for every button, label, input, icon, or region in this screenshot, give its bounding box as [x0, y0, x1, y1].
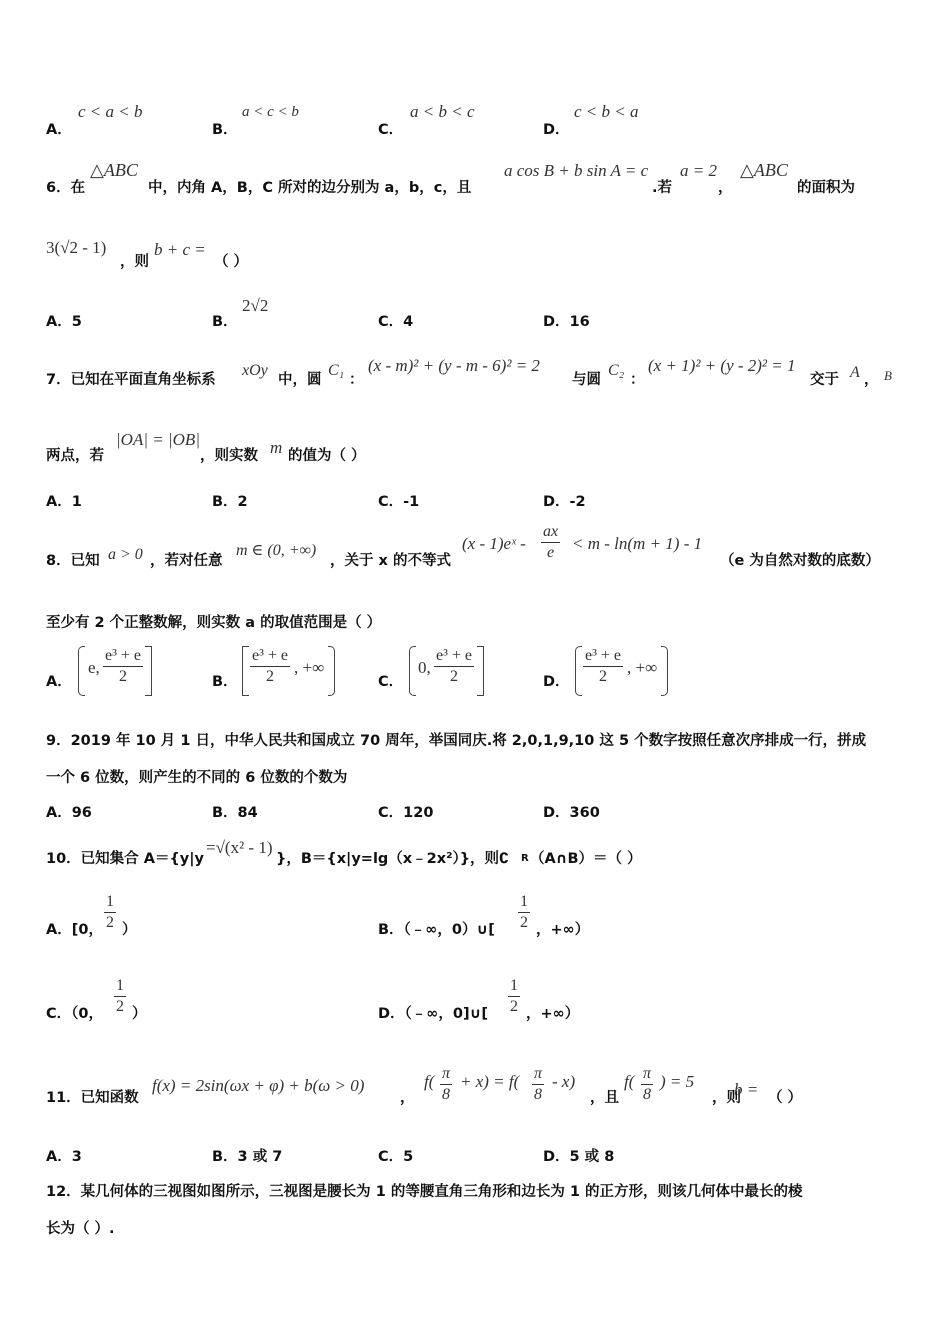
q11-f2-fraction [641, 1064, 653, 1105]
q8-option-a-pre: e, [88, 658, 100, 677]
q6-paren: （ ） [214, 254, 249, 270]
q8-frac-denominator: e [547, 544, 555, 561]
q6-option-c: C．4 [378, 314, 414, 330]
q8-inequality-left: (x - 1)eˣ - [462, 534, 526, 553]
q7-c1: C₁ [328, 362, 345, 379]
q10-option-c-numerator: 1 [114, 976, 126, 997]
q7-text-3: 交于 [810, 372, 839, 388]
q8-option-d-close-paren [661, 646, 668, 696]
q8-inequality-right: < m - ln(m + 1) - 1 [572, 534, 703, 553]
q8-option-b-fraction [250, 646, 290, 687]
q6-number: 6．在 [46, 180, 86, 196]
q8-option-b-open-bracket [242, 646, 249, 696]
q7-colon-2: ： [630, 372, 645, 388]
q9-option-c: C．120 [378, 805, 434, 821]
q10-text-2: }，B＝{x|y=lg（x﹣2x²）}，则∁ [276, 851, 510, 867]
q5-option-a-expr: c < a < b [78, 102, 143, 121]
q10-option-b-numerator: 1 [518, 892, 530, 913]
q5-option-c-label: C． [378, 122, 404, 138]
q11-f1-mid: + x) = f( [460, 1072, 520, 1091]
q11-comma: ， [400, 1090, 415, 1106]
q5-option-d-label: D． [543, 122, 570, 138]
q11-option-c: C．5 [378, 1149, 414, 1165]
q8-option-a-close-bracket [145, 646, 152, 696]
q10-text-3: （A∩B）＝（ ） [530, 851, 642, 867]
q5-option-c-expr: a < b < c [410, 102, 475, 121]
q11-text-2: ，且 [590, 1090, 619, 1106]
q8-option-c-fraction [434, 646, 474, 687]
q8-frac-numerator: ax [541, 522, 560, 543]
q8-option-d-post: , +∞ [627, 658, 658, 677]
q7-c2: C₂ [608, 362, 625, 379]
q8-option-b-post: , +∞ [294, 658, 325, 677]
q10-option-a-pre: A．[0， [46, 922, 103, 938]
q8-option-a-label: A． [46, 674, 72, 690]
q8-option-b-denominator: 2 [266, 668, 275, 685]
q8-option-a-fraction [103, 646, 143, 687]
q10-text-1: 10．已知集合 A＝{y|y [46, 851, 204, 867]
q10-option-a-fraction [104, 892, 116, 933]
q9-option-a: A．96 [46, 805, 92, 821]
q8-condition: a > 0 [108, 546, 143, 563]
q6-text-2: .若 [652, 180, 673, 196]
q9-line-2: 一个 6 位数，则产生的不同的 6 位数的个数为 [46, 770, 348, 786]
q8-option-c-close-bracket [477, 646, 484, 696]
q11-number: 11．已知函数 [46, 1090, 139, 1106]
q11-f1-pre: f( [424, 1072, 435, 1091]
q7-number: 7．已知在平面直角坐标系 [46, 372, 216, 388]
q8-option-c-pre: 0, [418, 658, 431, 677]
q8-option-c-numerator: e³ + e [434, 646, 474, 667]
q8-number: 8．已知 [46, 553, 100, 569]
q11-f1-eight-2: 8 [534, 1086, 542, 1103]
q11-f2-pi: π [641, 1064, 653, 1085]
q11-f2-eight: 8 [643, 1086, 651, 1103]
q7-text-1: 中，圆 [278, 372, 322, 388]
q11-f1-pi: π [440, 1064, 452, 1085]
q10-option-d-pre: D．（﹣∞，0]∪[ [378, 1006, 488, 1022]
q8-text-2: ，关于 x 的不等式 [330, 553, 451, 569]
q7-text-5: ，则实数 [200, 448, 258, 464]
q7-comma: ， [864, 372, 879, 388]
q10-option-b-denominator: 2 [520, 914, 528, 931]
q7-option-b: B．2 [212, 494, 248, 510]
q8-option-d-open-paren [575, 646, 582, 696]
q11-option-d: D．5 或 8 [543, 1149, 615, 1165]
q10-option-d-fraction [508, 976, 520, 1017]
q9-line-1: 9．2019 年 10 月 1 日，中华人民共和国成立 70 周年，举国同庆.将 2,0,1,9,10 这 5 个数字按照任意次序排成一行，拼成 [46, 733, 867, 749]
q10-option-b-pre: B．（﹣∞，0）∪[ [378, 922, 495, 938]
q7-text-6: 的值为（ ） [288, 448, 366, 464]
q11-option-b: B．3 或 7 [212, 1149, 283, 1165]
q11-f1-post: - x) [552, 1072, 576, 1091]
q7-option-a: A．1 [46, 494, 82, 510]
q11-f2-pre: f( [624, 1072, 635, 1091]
q6-triangle-1: △ABC [90, 160, 138, 180]
q7-abs-condition: |OA| = |OB| [116, 430, 200, 449]
q5-option-d-expr: c < b < a [574, 102, 639, 121]
q5-option-b-label: B． [212, 122, 238, 138]
q11-f1-pi-2: π [532, 1064, 544, 1085]
q9-option-b: B．84 [212, 805, 258, 821]
q8-ax-over-e [541, 522, 560, 563]
q7-xoy: xOy [242, 362, 268, 379]
q11-f1-eight: 8 [442, 1086, 450, 1103]
q6-b-plus-c: b + c = [154, 240, 206, 259]
q11-f1-fraction [440, 1064, 452, 1105]
q6-comma: ， [718, 180, 733, 196]
q11-f1-fraction-2 [532, 1064, 544, 1105]
q6-text-1: 中，内角 A，B，C 所对的边分别为 a，b，c，且 [148, 180, 472, 196]
q8-option-a-denominator: 2 [119, 668, 128, 685]
q6-option-b-expr: 2√2 [242, 296, 269, 315]
q11-b: b = [734, 1080, 759, 1099]
q10-option-d-numerator: 1 [508, 976, 520, 997]
q8-option-b-label: B． [212, 674, 238, 690]
q6-area: 3(√2 - 1) [46, 238, 107, 257]
q8-option-b-numerator: e³ + e [250, 646, 290, 667]
q11-option-a: A．3 [46, 1149, 82, 1165]
q10-subscript-r: R [521, 853, 529, 864]
q10-option-c-denominator: 2 [116, 998, 124, 1015]
q7-point-b: B [884, 368, 892, 383]
q8-option-c-open-paren [409, 646, 416, 696]
q8-option-b-close-paren [328, 646, 335, 696]
q7-colon-1: ： [349, 372, 364, 388]
q7-m: m [270, 438, 283, 457]
q8-option-d-denominator: 2 [599, 668, 608, 685]
q8-option-a-open-paren [78, 646, 85, 696]
q8-text-4: 至少有 2 个正整数解，则实数 a 的取值范围是（ ） [46, 615, 382, 631]
q11-paren: （ ） [768, 1090, 803, 1106]
q7-text-2: 与圆 [572, 372, 601, 388]
q8-option-c-denominator: 2 [450, 668, 459, 685]
q10-option-a-post: ） [122, 922, 137, 938]
q10-option-a-numerator: 1 [104, 892, 116, 913]
q6-option-a: A．5 [46, 314, 82, 330]
q5-option-a-label: A． [46, 122, 72, 138]
q8-text-1: ，若对任意 [150, 553, 223, 569]
q7-circle-1-equation: (x - m)² + (y - m - 6)² = 2 [368, 356, 540, 375]
q10-sqrt-expression: =√(x² - 1) [206, 838, 273, 857]
q11-text-3: ，则 [712, 1090, 741, 1106]
q7-option-d: D．-2 [543, 494, 586, 510]
q10-option-d-post: ，+∞） [526, 1006, 580, 1022]
q8-option-c-label: C． [378, 674, 404, 690]
q6-option-b-label: B． [212, 314, 238, 330]
q7-text-4: 两点，若 [46, 448, 104, 464]
q8-text-3: （e 为自然对数的底数） [720, 553, 880, 569]
q7-circle-2-equation: (x + 1)² + (y - 2)² = 1 [648, 356, 796, 375]
q6-a-value: a = 2 [680, 161, 717, 180]
q10-option-c-fraction [114, 976, 126, 1017]
q9-option-d: D．360 [543, 805, 600, 821]
q11-f2-post: ) = 5 [660, 1072, 695, 1091]
q10-option-b-fraction [518, 892, 530, 933]
q10-option-a-denominator: 2 [106, 914, 114, 931]
q10-option-c-post: ） [132, 1006, 147, 1022]
q10-option-b-post: ，+∞） [536, 922, 590, 938]
q10-option-c-pre: C．（0， [46, 1006, 103, 1022]
q6-triangle-2: △ABC [740, 160, 788, 180]
q6-text-4: ，则 [120, 254, 149, 270]
q7-point-a: A [850, 364, 860, 381]
q8-option-d-numerator: e³ + e [583, 646, 623, 667]
q8-option-d-label: D． [543, 674, 570, 690]
q12-line-1: 12．某几何体的三视图如图所示，三视图是腰长为 1 的等腰直角三角形和边长为 1 的正方形，则该几何体中最长的棱 [46, 1184, 803, 1200]
q8-option-a-numerator: e³ + e [103, 646, 143, 667]
q5-option-b-expr: a < c < b [242, 104, 299, 120]
q7-option-c: C．-1 [378, 494, 420, 510]
q6-text-3: 的面积为 [797, 180, 855, 196]
q6-condition: a cos B + b sin A = c [504, 161, 649, 180]
q11-function: f(x) = 2sin(ωx + φ) + b(ω > 0) [152, 1076, 365, 1095]
q8-m-domain: m ∈ (0, +∞) [236, 542, 317, 559]
q10-option-d-denominator: 2 [510, 998, 518, 1015]
q6-option-d: D．16 [543, 314, 590, 330]
q12-line-2: 长为（ ）. [46, 1221, 115, 1237]
q8-option-d-fraction [583, 646, 623, 687]
